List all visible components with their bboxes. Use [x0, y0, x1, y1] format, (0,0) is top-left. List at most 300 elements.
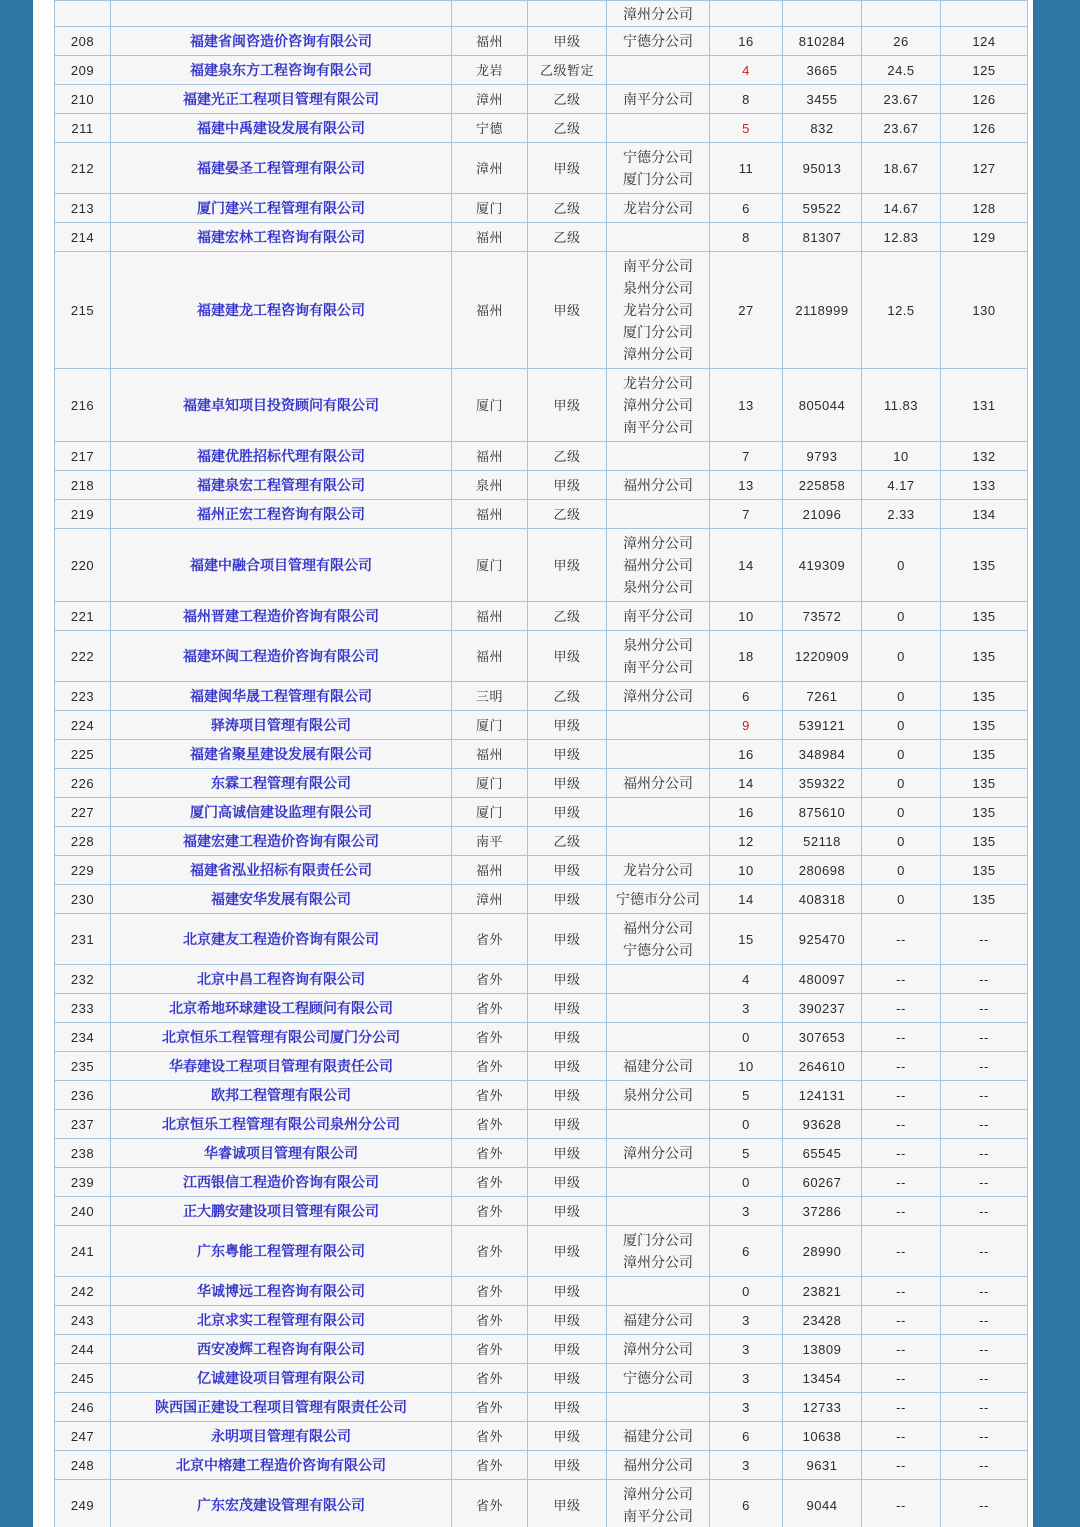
company-cell[interactable]: [111, 194, 452, 223]
company-cell[interactable]: [111, 1023, 452, 1052]
city-cell-value: 福州: [475, 608, 503, 624]
grade-cell-value: 甲级: [553, 804, 581, 820]
row-number-cell-value: 224: [70, 717, 95, 733]
company-cell[interactable]: [111, 529, 452, 602]
amount-cell-value: 390237: [798, 1000, 846, 1016]
count-cell-value: 6: [742, 1428, 750, 1444]
company-cell[interactable]: [111, 500, 452, 529]
company-name-link[interactable]: 正大鹏安建设项目管理有限公司: [183, 1203, 379, 1219]
rank-cell: [941, 740, 1028, 769]
company-name-link[interactable]: 福建环闽工程造价咨询有限公司: [183, 648, 379, 664]
company-name-link[interactable]: 福建中融合项目管理有限公司: [190, 557, 372, 573]
company-cell[interactable]: [111, 1393, 452, 1422]
score-cell: [862, 856, 941, 885]
rank-cell: [941, 27, 1028, 56]
table-row: [55, 1393, 1028, 1422]
company-name-link[interactable]: 厦门高诚信建设监理有限公司: [190, 804, 372, 820]
grade-cell-value: 乙级暂定: [539, 62, 594, 78]
city-cell-value: 省外: [475, 1174, 503, 1190]
count-cell-value: 14: [738, 775, 754, 791]
table-row: [55, 1226, 1028, 1277]
company-name-link[interactable]: 华诚博远工程咨询有限公司: [197, 1283, 365, 1299]
grade-cell-value: 甲级: [553, 891, 581, 907]
city-cell: [452, 914, 528, 965]
rank-cell-value: --: [979, 1243, 989, 1259]
branch-office: 宁德分公司: [623, 33, 693, 49]
city-cell: [452, 529, 528, 602]
rank-cell: [941, 529, 1028, 602]
company-name-link[interactable]: 西安凌辉工程咨询有限公司: [197, 1341, 365, 1357]
row-number-cell: [55, 965, 111, 994]
branch-office: 龙岩分公司: [623, 200, 693, 216]
company-cell[interactable]: [111, 252, 452, 369]
company-cell[interactable]: [111, 827, 452, 856]
count-cell: [710, 856, 783, 885]
grade-cell: [528, 1023, 607, 1052]
company-name-link[interactable]: 北京建友工程造价咨询有限公司: [183, 931, 379, 947]
score-cell-value: --: [896, 1341, 906, 1357]
grade-cell-value: 乙级: [553, 120, 581, 136]
rank-cell: [941, 1168, 1028, 1197]
rank-cell-value: --: [979, 1087, 989, 1103]
branch-office: 宁德分公司: [623, 1370, 693, 1386]
company-name-link[interactable]: 福州正宏工程咨询有限公司: [197, 506, 365, 522]
city-cell-value: 省外: [475, 1370, 503, 1386]
amount-cell-value: 7261: [806, 688, 838, 704]
rank-cell-value: --: [979, 1116, 989, 1132]
rank-cell: [941, 798, 1028, 827]
branch-office: 泉州分公司: [623, 280, 693, 296]
score-cell-value: 0: [897, 775, 905, 791]
company-name-link[interactable]: 华睿诚项目管理有限公司: [204, 1145, 358, 1161]
score-cell: [862, 194, 941, 223]
company-cell[interactable]: [111, 1335, 452, 1364]
rank-cell-value: 135: [972, 648, 996, 664]
company-cell[interactable]: [111, 856, 452, 885]
row-number-cell-value: 211: [71, 120, 94, 136]
company-cell[interactable]: [111, 85, 452, 114]
branch-cell: [607, 85, 710, 114]
count-cell: [710, 827, 783, 856]
table-row: [55, 85, 1028, 114]
grade-cell: [528, 1052, 607, 1081]
rank-cell: [941, 85, 1028, 114]
rank-cell-value: 135: [972, 833, 996, 849]
company-name-link[interactable]: 福建建龙工程咨询有限公司: [197, 302, 365, 318]
branch-cell: [607, 740, 710, 769]
grade-cell: [528, 1226, 607, 1277]
count-cell-value: 10: [738, 608, 754, 624]
city-cell-value: 省外: [475, 1283, 503, 1299]
count-cell: [710, 769, 783, 798]
rank-cell: [941, 1277, 1028, 1306]
rank-cell: [941, 500, 1028, 529]
company-cell[interactable]: [111, 994, 452, 1023]
rank-cell: [941, 631, 1028, 682]
grade-cell-value: 乙级: [553, 229, 581, 245]
amount-cell: [783, 223, 862, 252]
left-margin-band: [0, 0, 33, 1527]
count-cell-value: 12: [738, 833, 754, 849]
company-cell[interactable]: [111, 1168, 452, 1197]
company-cell[interactable]: [111, 1197, 452, 1226]
row-number-cell-value: 223: [70, 688, 95, 704]
score-cell-value: --: [896, 931, 906, 947]
company-name-link[interactable]: 福建光正工程项目管理有限公司: [183, 91, 379, 107]
score-cell-value: --: [896, 1145, 906, 1161]
row-number-cell-value: 208: [70, 33, 95, 49]
count-cell-value: 8: [742, 229, 750, 245]
company-name-link[interactable]: 亿诚建设项目管理有限公司: [197, 1370, 365, 1386]
amount-cell: [783, 1226, 862, 1277]
score-cell-value: --: [896, 1497, 906, 1513]
score-cell-value: 12.5: [887, 302, 915, 318]
company-name-link[interactable]: 江西银信工程造价咨询有限公司: [183, 1174, 379, 1190]
score-cell: [862, 1451, 941, 1480]
city-cell: [452, 1081, 528, 1110]
amount-cell-value: 2118999: [795, 302, 849, 318]
amount-cell-value: 280698: [798, 862, 846, 878]
score-cell: [862, 471, 941, 500]
score-cell-value: 0: [897, 608, 905, 624]
table-row: [55, 442, 1028, 471]
count-cell: [710, 114, 783, 143]
city-cell-value: 省外: [475, 1243, 503, 1259]
city-cell-value: 福州: [475, 229, 503, 245]
amount-cell: [783, 1, 862, 27]
row-number-cell-value: 239: [70, 1174, 95, 1190]
company-cell[interactable]: [111, 1306, 452, 1335]
company-name-link[interactable]: 福建省闽咨造价咨询有限公司: [190, 33, 372, 49]
score-cell-value: 26: [893, 33, 909, 49]
branch-office: 福州分公司: [623, 1457, 693, 1473]
score-cell: [862, 1052, 941, 1081]
branch-office: 龙岩分公司: [623, 375, 693, 391]
amount-cell-value: 832: [810, 120, 834, 136]
company-cell[interactable]: [111, 56, 452, 85]
city-cell: [452, 1306, 528, 1335]
rank-cell: [941, 471, 1028, 500]
row-number-cell-value: 238: [70, 1145, 95, 1161]
city-cell-value: 福州: [475, 648, 503, 664]
company-cell[interactable]: [111, 1451, 452, 1480]
amount-cell: [783, 682, 862, 711]
company-cell[interactable]: [111, 1052, 452, 1081]
amount-cell: [783, 631, 862, 682]
score-cell-value: 0: [897, 717, 905, 733]
company-cell[interactable]: [111, 1139, 452, 1168]
company-cell[interactable]: [111, 1364, 452, 1393]
rank-cell-value: --: [979, 1428, 989, 1444]
company-name-link[interactable]: 福建泉宏工程管理有限公司: [197, 477, 365, 493]
rank-cell-value: --: [979, 971, 989, 987]
company-name-link[interactable]: 福建卓知项目投资顾问有限公司: [183, 397, 379, 413]
branch-cell: [607, 1168, 710, 1197]
amount-cell-value: 348984: [798, 746, 846, 762]
company-cell[interactable]: [111, 1277, 452, 1306]
row-number-cell-value: 233: [70, 1000, 95, 1016]
amount-cell: [783, 798, 862, 827]
branch-cell: [607, 223, 710, 252]
company-name-link[interactable]: 广东粤能工程管理有限公司: [197, 1243, 365, 1259]
row-number-cell-value: 228: [70, 833, 95, 849]
rank-cell: [941, 1052, 1028, 1081]
table-row: [55, 885, 1028, 914]
row-number-cell-value: 249: [70, 1497, 95, 1513]
score-cell-value: --: [896, 1029, 906, 1045]
city-cell-value: 泉州: [475, 477, 503, 493]
table-row: [55, 114, 1028, 143]
grade-cell: [528, 1139, 607, 1168]
count-cell-value: 0: [742, 1283, 750, 1299]
branch-cell: [607, 1226, 710, 1277]
row-number-cell-value: 235: [70, 1058, 95, 1074]
city-cell: [452, 769, 528, 798]
amount-cell: [783, 1023, 862, 1052]
city-cell: [452, 1393, 528, 1422]
company-name-link[interactable]: 福建优胜招标代理有限公司: [197, 448, 365, 464]
grade-cell: [528, 1277, 607, 1306]
company-cell[interactable]: [111, 442, 452, 471]
company-name-link[interactable]: 欧邦工程管理有限公司: [211, 1087, 351, 1103]
rank-cell-value: --: [979, 1145, 989, 1161]
branch-office: 南平分公司: [623, 258, 693, 274]
table-row: [55, 856, 1028, 885]
amount-cell: [783, 1393, 862, 1422]
company-cell[interactable]: [111, 740, 452, 769]
count-cell-value: 27: [738, 302, 754, 318]
company-cell[interactable]: [111, 602, 452, 631]
score-cell: [862, 369, 941, 442]
rank-cell-value: 126: [972, 120, 996, 136]
rank-cell: [941, 1139, 1028, 1168]
company-cell[interactable]: [111, 1110, 452, 1139]
city-cell-value: 省外: [475, 1058, 503, 1074]
score-cell-value: 0: [897, 746, 905, 762]
branch-cell: [607, 143, 710, 194]
row-number-cell: [55, 143, 111, 194]
rank-cell-value: 135: [972, 891, 996, 907]
row-number-cell: [55, 252, 111, 369]
company-name-link[interactable]: 福州晋建工程造价咨询有限公司: [183, 608, 379, 624]
company-name-link[interactable]: 福建闽华晟工程管理有限公司: [190, 688, 372, 704]
row-number-cell: [55, 223, 111, 252]
company-cell[interactable]: [111, 27, 452, 56]
city-cell-value: 省外: [475, 1497, 503, 1513]
grade-cell-value: 甲级: [553, 1145, 581, 1161]
branch-cell: [607, 1, 710, 27]
company-cell[interactable]: [111, 798, 452, 827]
count-cell-value: 0: [742, 1116, 750, 1132]
company-name-link[interactable]: 福建中禹建设发展有限公司: [197, 120, 365, 136]
row-number-cell-value: 247: [70, 1428, 95, 1444]
row-number-cell: [55, 711, 111, 740]
company-name-link[interactable]: 福建宏建工程造价咨询有限公司: [183, 833, 379, 849]
company-cell[interactable]: [111, 1081, 452, 1110]
branch-office: 南平分公司: [623, 659, 693, 675]
company-name-link[interactable]: 北京中榕建工程造价咨询有限公司: [176, 1457, 386, 1473]
row-number-cell: [55, 1364, 111, 1393]
company-cell[interactable]: [111, 769, 452, 798]
count-cell-value: 16: [738, 33, 754, 49]
city-cell: [452, 682, 528, 711]
row-number-cell: [55, 682, 111, 711]
score-cell-value: 0: [897, 688, 905, 704]
branch-cell: [607, 798, 710, 827]
city-cell-value: 省外: [475, 1457, 503, 1473]
row-number-cell-value: 243: [70, 1312, 95, 1328]
table-row: [55, 27, 1028, 56]
branch-office: 南平分公司: [623, 91, 693, 107]
company-name-link[interactable]: 永明项目管理有限公司: [211, 1428, 351, 1444]
grade-cell: [528, 602, 607, 631]
grade-cell: [528, 1110, 607, 1139]
company-name-link[interactable]: 福建省聚星建设发展有限公司: [190, 746, 372, 762]
grade-cell-value: 乙级: [553, 506, 581, 522]
score-cell-value: 18.67: [883, 160, 919, 176]
city-cell: [452, 1052, 528, 1081]
company-name-link[interactable]: 北京求实工程管理有限公司: [197, 1312, 365, 1328]
company-cell[interactable]: [111, 114, 452, 143]
score-cell-value: 11.83: [883, 397, 919, 413]
score-cell: [862, 740, 941, 769]
company-name-link[interactable]: 福建晏圣工程管理有限公司: [197, 160, 365, 176]
amount-cell-value: 73572: [802, 608, 842, 624]
city-cell-value: 省外: [475, 931, 503, 947]
company-name-link[interactable]: 华春建设工程项目管理有限责任公司: [169, 1058, 393, 1074]
count-cell-value: 6: [742, 1243, 750, 1259]
company-cell[interactable]: [111, 1226, 452, 1277]
row-number-cell-value: 231: [70, 931, 95, 947]
company-name-link[interactable]: 福建泉东方工程咨询有限公司: [190, 62, 372, 78]
company-name-link[interactable]: 北京恒乐工程管理有限公司泉州分公司: [162, 1116, 400, 1132]
count-cell-value: 4: [742, 62, 750, 78]
company-cell[interactable]: [111, 223, 452, 252]
company-cell[interactable]: [111, 1422, 452, 1451]
score-cell: [862, 85, 941, 114]
city-cell-value: 福州: [475, 302, 503, 318]
branch-cell: [607, 1110, 710, 1139]
company-cell[interactable]: [111, 631, 452, 682]
row-number-cell: [55, 631, 111, 682]
company-cell[interactable]: [111, 914, 452, 965]
company-name-link[interactable]: 驿涛项目管理有限公司: [211, 717, 351, 733]
company-name-link[interactable]: 东霖工程管理有限公司: [211, 775, 351, 791]
score-cell-value: 0: [897, 862, 905, 878]
amount-cell: [783, 1081, 862, 1110]
count-cell-value: 6: [742, 688, 750, 704]
amount-cell: [783, 1364, 862, 1393]
rank-cell: [941, 711, 1028, 740]
count-cell-value: 11: [738, 160, 754, 176]
city-cell-value: 厦门: [475, 775, 503, 791]
company-name-link[interactable]: 福建省泓业招标有限责任公司: [190, 862, 372, 878]
amount-cell: [783, 1277, 862, 1306]
company-cell[interactable]: [111, 711, 452, 740]
city-cell: [452, 798, 528, 827]
city-cell-value: 福州: [475, 448, 503, 464]
score-cell: [862, 827, 941, 856]
company-name-link[interactable]: 厦门建兴工程管理有限公司: [197, 200, 365, 216]
company-cell[interactable]: [111, 682, 452, 711]
company-cell[interactable]: [111, 471, 452, 500]
city-cell-value: 省外: [475, 1341, 503, 1357]
count-cell-value: 14: [738, 891, 754, 907]
rank-cell-value: 124: [972, 33, 996, 49]
grade-cell-value: 甲级: [553, 775, 581, 791]
amount-cell: [783, 27, 862, 56]
score-cell: [862, 1226, 941, 1277]
amount-cell: [783, 914, 862, 965]
city-cell-value: 漳州: [475, 891, 503, 907]
company-cell[interactable]: [111, 965, 452, 994]
grade-cell-value: 乙级: [553, 91, 581, 107]
rank-cell: [941, 914, 1028, 965]
count-cell-value: 9: [742, 717, 750, 733]
company-name-link[interactable]: 福建宏林工程咨询有限公司: [197, 229, 365, 245]
score-cell-value: --: [896, 1370, 906, 1386]
city-cell: [452, 1422, 528, 1451]
score-cell-value: 0: [897, 557, 905, 573]
company-name-link[interactable]: 北京希地环球建设工程顾问有限公司: [169, 1000, 393, 1016]
row-number-cell-value: 244: [70, 1341, 95, 1357]
rank-cell: [941, 682, 1028, 711]
table-row: [55, 1277, 1028, 1306]
rank-cell-value: --: [979, 1029, 989, 1045]
grade-cell: [528, 56, 607, 85]
city-cell-value: 省外: [475, 1087, 503, 1103]
score-cell: [862, 500, 941, 529]
company-cell[interactable]: [111, 1480, 452, 1527]
branch-office: 宁德分公司: [623, 942, 693, 958]
city-cell-value: 福州: [475, 33, 503, 49]
company-cell[interactable]: [111, 885, 452, 914]
city-cell: [452, 1335, 528, 1364]
count-cell: [710, 1110, 783, 1139]
rank-cell: [941, 56, 1028, 85]
count-cell-value: 0: [742, 1029, 750, 1045]
score-cell: [862, 965, 941, 994]
branch-office: 福州分公司: [623, 477, 693, 493]
table-row: [55, 1052, 1028, 1081]
company-cell[interactable]: [111, 143, 452, 194]
grade-cell-value: 乙级: [553, 688, 581, 704]
branch-office: 漳州分公司: [623, 1486, 693, 1502]
grade-cell: [528, 114, 607, 143]
row-number-cell-value: 214: [70, 229, 95, 245]
city-cell: [452, 252, 528, 369]
row-number-cell: [55, 442, 111, 471]
branch-cell: [607, 965, 710, 994]
branch-cell: [607, 856, 710, 885]
company-name-link[interactable]: 广东宏茂建设管理有限公司: [197, 1497, 365, 1513]
grade-cell-value: 甲级: [553, 397, 581, 413]
branch-office: 福州分公司: [623, 775, 693, 791]
grade-cell: [528, 1168, 607, 1197]
company-cell[interactable]: [111, 369, 452, 442]
rank-cell: [941, 442, 1028, 471]
count-cell-value: 3: [742, 1399, 750, 1415]
company-name-link[interactable]: 北京中昌工程咨询有限公司: [197, 971, 365, 987]
amount-cell: [783, 740, 862, 769]
company-name-link[interactable]: 北京恒乐工程管理有限公司厦门分公司: [162, 1029, 400, 1045]
company-name-link[interactable]: 福建安华发展有限公司: [211, 891, 351, 907]
amount-cell-value: 23428: [802, 1312, 842, 1328]
score-cell: [862, 798, 941, 827]
company-name-link[interactable]: 陕西国正建设工程项目管理有限责任公司: [155, 1399, 407, 1415]
grade-cell: [528, 194, 607, 223]
branch-cell: [607, 27, 710, 56]
